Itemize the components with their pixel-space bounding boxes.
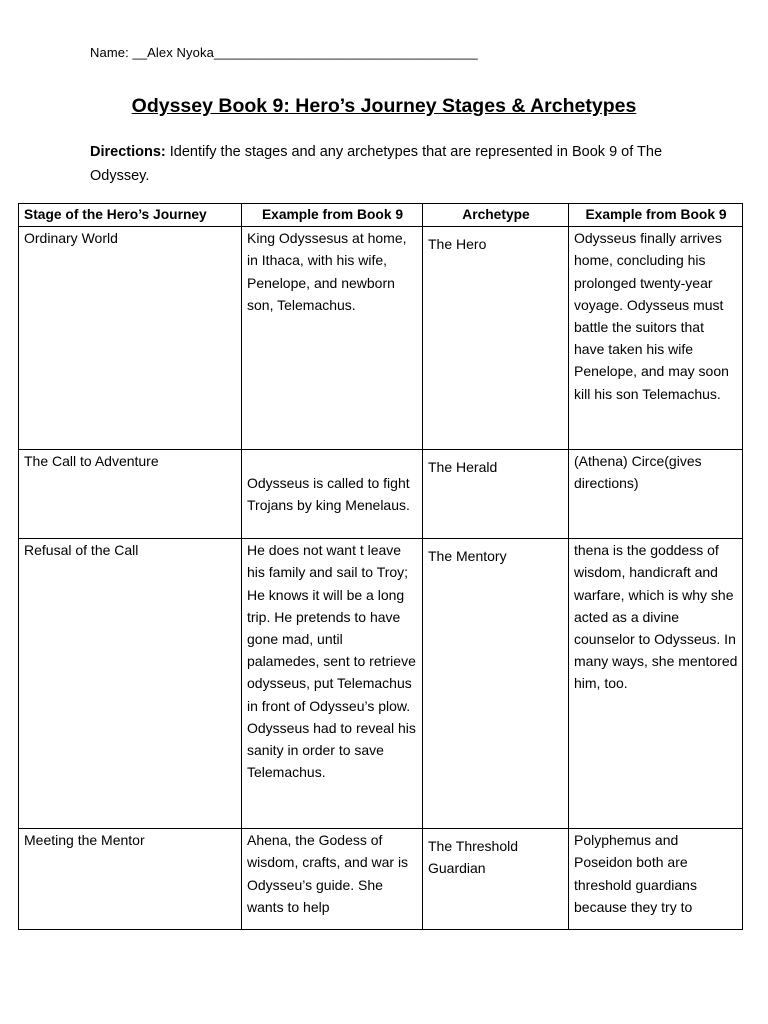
- table-row: [19, 829, 743, 930]
- cell-archetype-text: The Mentory: [428, 548, 507, 565]
- table-row: [19, 450, 743, 539]
- cell-archetype: [423, 450, 569, 539]
- table-row: [19, 539, 743, 829]
- cell-stage: Refusal of the Call: [19, 539, 242, 829]
- cell-archetype-text: The Threshold Guardian: [428, 838, 519, 877]
- table-header-row: [19, 204, 743, 227]
- heros-journey-table: [18, 203, 743, 930]
- cell-stage-example: He does not want t leave his family and sail to Troy; He knows it will be a long trip. He pretends to have gone mad, until palamedes, sent to retrieve odysseus, put Telemachus in front of Odysseu’s plow. Odysseus had to reveal his sanity in order to save Telemachus.: [242, 539, 423, 829]
- worksheet-title: Odyssey Book 9: Hero’s Journey Stages & Archetypes: [131, 95, 637, 117]
- cell-stage-example: Ahena, the Godess of wisdom, crafts, and war is Odysseu’s guide. She wants to help: [242, 829, 423, 930]
- directions-text: Identify the stages and any archetypes that are represented in Book 9 of The Odyssey.: [90, 144, 663, 184]
- cell-archetype-text: The Herald: [428, 459, 498, 476]
- header-stage: Stage of the Hero’s Journey: [19, 204, 242, 227]
- cell-archetype-text: The Hero: [428, 236, 487, 253]
- cell-archetype: [423, 227, 569, 450]
- header-archetype-example: Example from Book 9: [569, 204, 743, 227]
- cell-archetype-example: (Athena) Circe(gives directions): [569, 450, 743, 539]
- table-row: [19, 227, 743, 450]
- header-archetype: Archetype: [423, 204, 569, 227]
- directions-label: Directions:: [90, 144, 166, 160]
- cell-stage-example: King Odyssesus at home, in Ithaca, with his wife, Penelope, and newborn son, Telemachus.: [242, 227, 423, 450]
- directions-paragraph: [90, 140, 690, 188]
- header-stage-example: Example from Book 9: [242, 204, 423, 227]
- cell-archetype: [423, 829, 569, 930]
- student-name-line: Name: __Alex Nyoka____________________________________: [90, 45, 478, 60]
- cell-archetype-example: Odysseus finally arrives home, concluding his prolonged twenty-year voyage. Odysseus must battle the suitors that have taken his wife Penelope, and may soon kill his son Telemachus.: [569, 227, 743, 450]
- cell-stage-example-text: Odysseus is called to fight Trojans by king Menelaus.: [247, 475, 410, 514]
- cell-archetype-example: Polyphemus and Poseidon both are threshold guardians because they try to: [569, 829, 743, 930]
- cell-stage: Meeting the Mentor: [19, 829, 242, 930]
- cell-archetype: [423, 539, 569, 829]
- cell-stage: Ordinary World: [19, 227, 242, 450]
- cell-stage-example: [242, 450, 423, 539]
- cell-archetype-example: thena is the goddess of wisdom, handicraft and warfare, which is why she acted as a divine counselor to Odysseus. In many ways, she mentored him, too.: [569, 539, 743, 829]
- cell-stage: The Call to Adventure: [19, 450, 242, 539]
